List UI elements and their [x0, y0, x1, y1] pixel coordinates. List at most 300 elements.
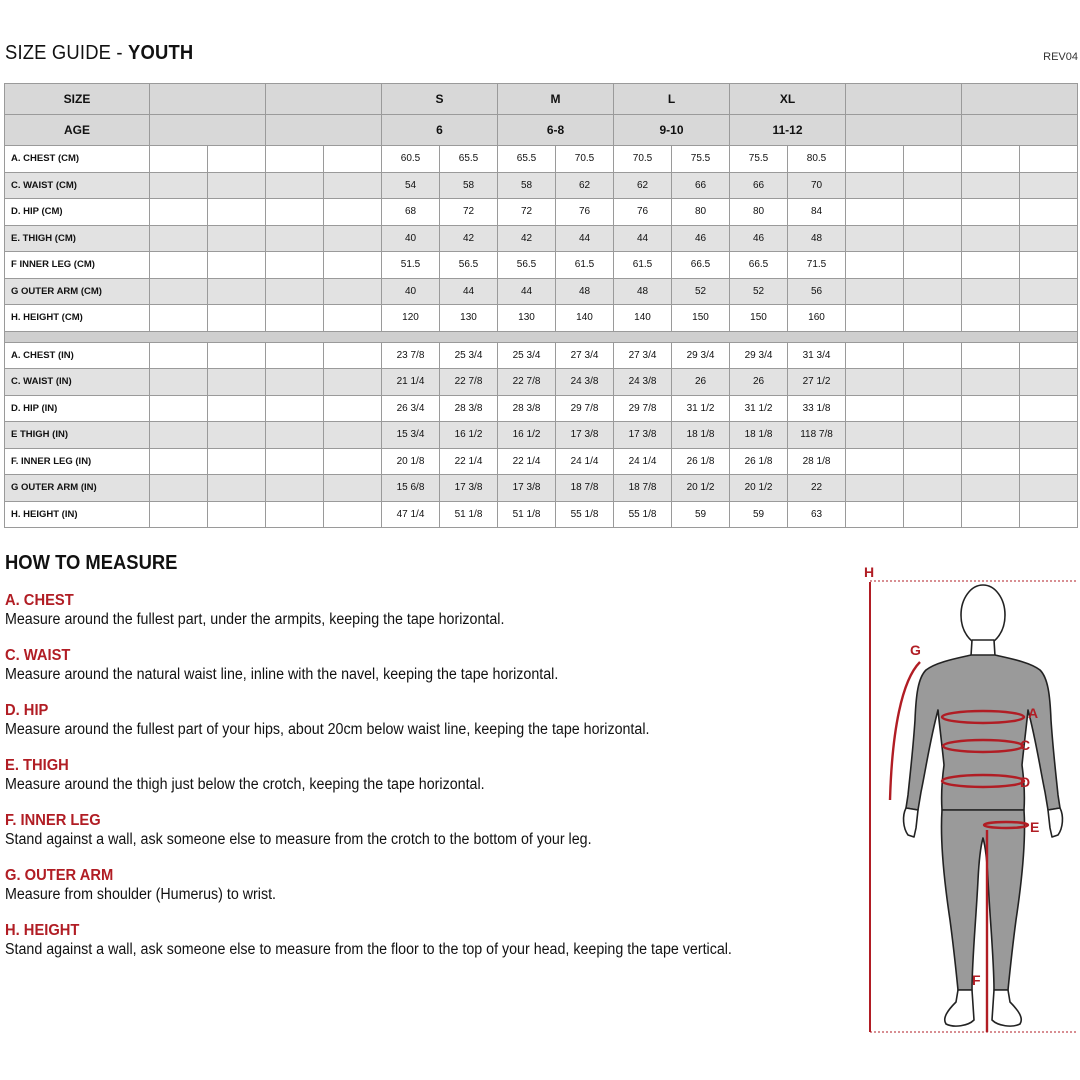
table-cell: 66.5 — [730, 252, 788, 279]
table-cell: 51 1/8 — [440, 501, 498, 528]
table-cell: 51.5 — [382, 252, 440, 279]
table-cell: 42 — [498, 225, 556, 252]
empty-cell — [962, 448, 1020, 475]
empty-cell — [324, 448, 382, 475]
measure-title: G. OUTER ARM — [5, 867, 114, 884]
empty-cell — [150, 475, 208, 502]
table-cell: 31 1/2 — [672, 395, 730, 422]
table-cell: 71.5 — [788, 252, 846, 279]
empty-cell — [846, 395, 904, 422]
empty-cell — [1020, 199, 1078, 226]
empty-cell — [962, 342, 1020, 369]
table-cell: 27 1/2 — [788, 369, 846, 396]
empty-cell — [208, 146, 266, 173]
table-cell: 54 — [382, 172, 440, 199]
table-cell: 76 — [614, 199, 672, 226]
table-row — [5, 199, 1078, 226]
table-cell: 70 — [788, 172, 846, 199]
empty-cell — [1020, 395, 1078, 422]
title-bold: YOUTH — [128, 42, 194, 64]
table-row — [5, 475, 1078, 502]
empty-cell — [324, 395, 382, 422]
table-cell: 61.5 — [556, 252, 614, 279]
title-prefix: SIZE GUIDE - — [5, 42, 129, 64]
empty-cell — [904, 342, 962, 369]
table-cell: 130 — [498, 305, 556, 332]
empty-cell — [266, 199, 324, 226]
row-label: H. HEIGHT (IN) — [5, 501, 150, 528]
table-cell: 66.5 — [672, 252, 730, 279]
table-cell: 20 1/8 — [382, 448, 440, 475]
empty-cell — [266, 278, 324, 305]
table-cell: 52 — [730, 278, 788, 305]
table-cell: 29 3/4 — [730, 342, 788, 369]
empty-cell — [324, 252, 382, 279]
empty-size-cell — [266, 84, 382, 115]
table-cell: 31 3/4 — [788, 342, 846, 369]
table-cell: 80 — [672, 199, 730, 226]
table-cell: 28 3/8 — [440, 395, 498, 422]
empty-cell — [1020, 278, 1078, 305]
empty-cell — [266, 252, 324, 279]
empty-cell — [904, 172, 962, 199]
empty-cell — [904, 225, 962, 252]
empty-age-cell — [846, 115, 962, 146]
table-cell: 16 1/2 — [498, 422, 556, 449]
empty-cell — [150, 501, 208, 528]
table-row — [5, 342, 1078, 369]
table-cell: 118 7/8 — [788, 422, 846, 449]
table-cell: 56.5 — [440, 252, 498, 279]
table-cell: 51 1/8 — [498, 501, 556, 528]
measure-description: Measure around the fullest part, under the armpits, keeping the tape horizontal. — [5, 611, 505, 628]
revision-label: REV04 — [1043, 51, 1078, 63]
label-f: F — [972, 972, 981, 988]
empty-cell — [324, 475, 382, 502]
table-cell: 31 1/2 — [730, 395, 788, 422]
table-cell: 46 — [672, 225, 730, 252]
table-cell: 55 1/8 — [556, 501, 614, 528]
neck — [971, 640, 995, 656]
measure-description: Stand against a wall, ask someone else to measure from the crotch to the bottom of your leg. — [5, 831, 592, 848]
table-cell: 23 7/8 — [382, 342, 440, 369]
table-cell: 26 — [730, 369, 788, 396]
empty-cell — [208, 278, 266, 305]
empty-cell — [962, 278, 1020, 305]
empty-cell — [846, 501, 904, 528]
table-cell: 26 — [672, 369, 730, 396]
table-cell: 18 1/8 — [672, 422, 730, 449]
table-cell: 25 3/4 — [498, 342, 556, 369]
table-cell: 62 — [614, 172, 672, 199]
measure-title: A. CHEST — [5, 592, 74, 609]
empty-cell — [324, 369, 382, 396]
table-cell: 17 3/8 — [498, 475, 556, 502]
age-value: 9-10 — [614, 115, 730, 146]
foot-right — [992, 990, 1021, 1026]
table-cell: 56.5 — [498, 252, 556, 279]
table-cell: 44 — [440, 278, 498, 305]
row-label: H. HEIGHT (CM) — [5, 305, 150, 332]
empty-cell — [208, 422, 266, 449]
size-l: L — [614, 84, 730, 115]
empty-cell — [208, 172, 266, 199]
empty-cell — [208, 252, 266, 279]
empty-cell — [150, 199, 208, 226]
table-cell: 26 3/4 — [382, 395, 440, 422]
table-row — [5, 146, 1078, 173]
table-cell: 47 1/4 — [382, 501, 440, 528]
row-label: G OUTER ARM (CM) — [5, 278, 150, 305]
empty-cell — [266, 475, 324, 502]
measurement-figure — [858, 560, 1080, 1040]
table-cell: 80.5 — [788, 146, 846, 173]
table-cell: 48 — [788, 225, 846, 252]
empty-cell — [150, 225, 208, 252]
empty-cell — [324, 172, 382, 199]
empty-cell — [1020, 305, 1078, 332]
table-cell: 20 1/2 — [672, 475, 730, 502]
table-cell: 15 6/8 — [382, 475, 440, 502]
table-cell: 18 7/8 — [614, 475, 672, 502]
empty-cell — [846, 199, 904, 226]
empty-cell — [846, 369, 904, 396]
empty-cell — [150, 172, 208, 199]
empty-cell — [150, 278, 208, 305]
table-cell: 22 — [788, 475, 846, 502]
empty-cell — [266, 422, 324, 449]
empty-cell — [324, 146, 382, 173]
legs — [941, 810, 1024, 990]
how-to-measure-section — [5, 552, 845, 977]
label-a: A — [1028, 705, 1039, 721]
table-row — [5, 395, 1078, 422]
measure-item — [5, 867, 845, 905]
table-cell: 22 7/8 — [498, 369, 556, 396]
empty-cell — [846, 278, 904, 305]
table-cell: 24 3/8 — [614, 369, 672, 396]
table-row — [5, 369, 1078, 396]
row-label: C. WAIST (CM) — [5, 172, 150, 199]
table-cell: 48 — [556, 278, 614, 305]
table-cell: 59 — [672, 501, 730, 528]
table-cell: 48 — [614, 278, 672, 305]
empty-cell — [904, 146, 962, 173]
empty-cell — [1020, 252, 1078, 279]
empty-cell — [904, 369, 962, 396]
table-cell: 25 3/4 — [440, 342, 498, 369]
measure-description: Measure around the thigh just below the crotch, keeping the tape horizontal. — [5, 776, 485, 793]
table-cell: 55 1/8 — [614, 501, 672, 528]
measure-title: E. THIGH — [5, 757, 69, 774]
row-label: E. THIGH (CM) — [5, 225, 150, 252]
table-cell: 24 1/4 — [614, 448, 672, 475]
table-cell: 29 7/8 — [556, 395, 614, 422]
table-row — [5, 448, 1078, 475]
empty-cell — [846, 225, 904, 252]
table-cell: 140 — [614, 305, 672, 332]
empty-cell — [1020, 342, 1078, 369]
empty-cell — [962, 422, 1020, 449]
page-title — [5, 42, 193, 65]
empty-cell — [324, 342, 382, 369]
table-cell: 44 — [498, 278, 556, 305]
measure-title: F. INNER LEG — [5, 812, 101, 829]
table-cell: 130 — [440, 305, 498, 332]
empty-cell — [266, 369, 324, 396]
size-xl: XL — [730, 84, 846, 115]
empty-cell — [1020, 146, 1078, 173]
age-value: 6-8 — [498, 115, 614, 146]
measure-description: Measure around the natural waist line, inline with the navel, keeping the tape horizontal. — [5, 666, 559, 683]
measure-item — [5, 647, 845, 685]
empty-cell — [150, 252, 208, 279]
empty-cell — [904, 422, 962, 449]
table-cell: 66 — [672, 172, 730, 199]
empty-cell — [150, 422, 208, 449]
table-cell: 20 1/2 — [730, 475, 788, 502]
table-cell: 40 — [382, 278, 440, 305]
empty-cell — [150, 305, 208, 332]
empty-cell — [208, 305, 266, 332]
table-cell: 27 3/4 — [614, 342, 672, 369]
how-to-measure-heading: HOW TO MEASURE — [5, 552, 178, 574]
empty-age-cell — [962, 115, 1078, 146]
empty-cell — [962, 172, 1020, 199]
empty-cell — [846, 422, 904, 449]
table-cell: 75.5 — [730, 146, 788, 173]
table-cell: 17 3/8 — [556, 422, 614, 449]
empty-cell — [962, 395, 1020, 422]
table-cell: 72 — [498, 199, 556, 226]
table-cell: 27 3/4 — [556, 342, 614, 369]
empty-cell — [266, 225, 324, 252]
hand-left — [904, 808, 918, 837]
measure-item — [5, 812, 845, 850]
empty-cell — [962, 475, 1020, 502]
table-row — [5, 422, 1078, 449]
empty-size-cell — [962, 84, 1078, 115]
empty-cell — [266, 342, 324, 369]
measure-description: Measure around the fullest part of your hips, about 20cm below waist line, keeping the tape horizontal. — [5, 721, 650, 738]
measure-title: H. HEIGHT — [5, 922, 80, 939]
empty-size-cell — [150, 84, 266, 115]
table-cell: 22 1/4 — [498, 448, 556, 475]
empty-size-cell — [846, 84, 962, 115]
age-label: AGE — [5, 115, 150, 146]
empty-cell — [962, 225, 1020, 252]
empty-cell — [962, 252, 1020, 279]
size-label: SIZE — [5, 84, 150, 115]
empty-cell — [266, 305, 324, 332]
empty-cell — [962, 146, 1020, 173]
table-cell: 52 — [672, 278, 730, 305]
empty-cell — [904, 199, 962, 226]
empty-cell — [208, 475, 266, 502]
empty-cell — [846, 342, 904, 369]
empty-cell — [904, 278, 962, 305]
table-cell: 58 — [498, 172, 556, 199]
empty-cell — [150, 369, 208, 396]
empty-cell — [208, 199, 266, 226]
empty-cell — [208, 448, 266, 475]
row-label: D. HIP (IN) — [5, 395, 150, 422]
measure-list — [5, 592, 845, 960]
page-header — [5, 42, 1078, 72]
table-cell: 140 — [556, 305, 614, 332]
age-value: 6 — [382, 115, 498, 146]
empty-cell — [150, 395, 208, 422]
table-cell: 22 1/4 — [440, 448, 498, 475]
empty-cell — [266, 172, 324, 199]
table-cell: 60.5 — [382, 146, 440, 173]
table-cell: 75.5 — [672, 146, 730, 173]
empty-cell — [846, 448, 904, 475]
separator-cell — [5, 331, 1078, 342]
table-cell: 59 — [730, 501, 788, 528]
table-cell: 28 3/8 — [498, 395, 556, 422]
table-cell: 21 1/4 — [382, 369, 440, 396]
empty-cell — [846, 172, 904, 199]
table-cell: 33 1/8 — [788, 395, 846, 422]
table-cell: 120 — [382, 305, 440, 332]
empty-cell — [1020, 172, 1078, 199]
label-c: C — [1020, 737, 1031, 753]
empty-cell — [324, 278, 382, 305]
body-silhouette — [904, 585, 1063, 1026]
empty-cell — [904, 395, 962, 422]
empty-cell — [266, 395, 324, 422]
empty-cell — [150, 342, 208, 369]
empty-cell — [1020, 422, 1078, 449]
measure-description: Measure from shoulder (Humerus) to wrist. — [5, 886, 277, 903]
size-table — [4, 83, 1078, 528]
measure-title: D. HIP — [5, 702, 49, 719]
measure-item — [5, 702, 845, 740]
table-cell: 76 — [556, 199, 614, 226]
table-cell: 26 1/8 — [672, 448, 730, 475]
empty-cell — [904, 501, 962, 528]
table-cell: 72 — [440, 199, 498, 226]
row-label: C. WAIST (IN) — [5, 369, 150, 396]
table-cell: 62 — [556, 172, 614, 199]
table-cell: 24 3/8 — [556, 369, 614, 396]
empty-cell — [846, 252, 904, 279]
age-header-row — [5, 115, 1078, 146]
empty-cell — [962, 199, 1020, 226]
empty-cell — [324, 501, 382, 528]
table-row — [5, 501, 1078, 528]
table-cell: 42 — [440, 225, 498, 252]
head — [961, 585, 1005, 645]
empty-cell — [1020, 501, 1078, 528]
empty-cell — [904, 475, 962, 502]
size-s: S — [382, 84, 498, 115]
table-cell: 61.5 — [614, 252, 672, 279]
empty-cell — [150, 146, 208, 173]
table-cell: 84 — [788, 199, 846, 226]
table-cell: 22 7/8 — [440, 369, 498, 396]
table-cell: 16 1/2 — [440, 422, 498, 449]
table-cell: 65.5 — [440, 146, 498, 173]
table-cell: 18 7/8 — [556, 475, 614, 502]
table-cell: 44 — [614, 225, 672, 252]
table-cell: 70.5 — [614, 146, 672, 173]
row-label: A. CHEST (IN) — [5, 342, 150, 369]
measure-item — [5, 757, 845, 795]
table-row — [5, 172, 1078, 199]
empty-cell — [904, 448, 962, 475]
row-label: F INNER LEG (CM) — [5, 252, 150, 279]
foot-left — [945, 990, 974, 1026]
empty-cell — [266, 448, 324, 475]
table-cell: 24 1/4 — [556, 448, 614, 475]
table-row — [5, 252, 1078, 279]
table-separator — [5, 331, 1078, 342]
size-header-row — [5, 84, 1078, 115]
table-cell: 68 — [382, 199, 440, 226]
empty-cell — [846, 475, 904, 502]
empty-cell — [962, 501, 1020, 528]
table-cell: 80 — [730, 199, 788, 226]
table-cell: 150 — [730, 305, 788, 332]
table-cell: 56 — [788, 278, 846, 305]
empty-cell — [962, 305, 1020, 332]
table-cell: 70.5 — [556, 146, 614, 173]
table-cell: 63 — [788, 501, 846, 528]
empty-cell — [1020, 448, 1078, 475]
table-cell: 150 — [672, 305, 730, 332]
empty-cell — [324, 305, 382, 332]
table-row — [5, 278, 1078, 305]
empty-cell — [324, 422, 382, 449]
measure-description: Stand against a wall, ask someone else to measure from the floor to the top of your head, keeping the tape vertical. — [5, 941, 732, 958]
measure-item — [5, 592, 845, 630]
empty-age-cell — [150, 115, 266, 146]
table-cell: 26 1/8 — [730, 448, 788, 475]
measure-item — [5, 922, 845, 960]
table-cell: 17 3/8 — [614, 422, 672, 449]
empty-cell — [208, 369, 266, 396]
row-label: G OUTER ARM (IN) — [5, 475, 150, 502]
empty-cell — [1020, 475, 1078, 502]
table-cell: 28 1/8 — [788, 448, 846, 475]
row-label: F. INNER LEG (IN) — [5, 448, 150, 475]
row-label: E THIGH (IN) — [5, 422, 150, 449]
empty-cell — [846, 305, 904, 332]
empty-cell — [324, 225, 382, 252]
empty-cell — [266, 501, 324, 528]
label-e: E — [1030, 819, 1040, 835]
table-cell: 66 — [730, 172, 788, 199]
empty-cell — [208, 501, 266, 528]
empty-cell — [846, 146, 904, 173]
age-value: 11-12 — [730, 115, 846, 146]
table-cell: 58 — [440, 172, 498, 199]
table-cell: 44 — [556, 225, 614, 252]
table-row — [5, 225, 1078, 252]
table-cell: 29 7/8 — [614, 395, 672, 422]
table-cell: 40 — [382, 225, 440, 252]
table-cell: 29 3/4 — [672, 342, 730, 369]
label-g: G — [910, 642, 921, 658]
table-cell: 15 3/4 — [382, 422, 440, 449]
table-cell: 160 — [788, 305, 846, 332]
empty-cell — [266, 146, 324, 173]
hand-right — [1048, 808, 1062, 837]
label-d: D — [1020, 774, 1031, 790]
empty-cell — [208, 395, 266, 422]
